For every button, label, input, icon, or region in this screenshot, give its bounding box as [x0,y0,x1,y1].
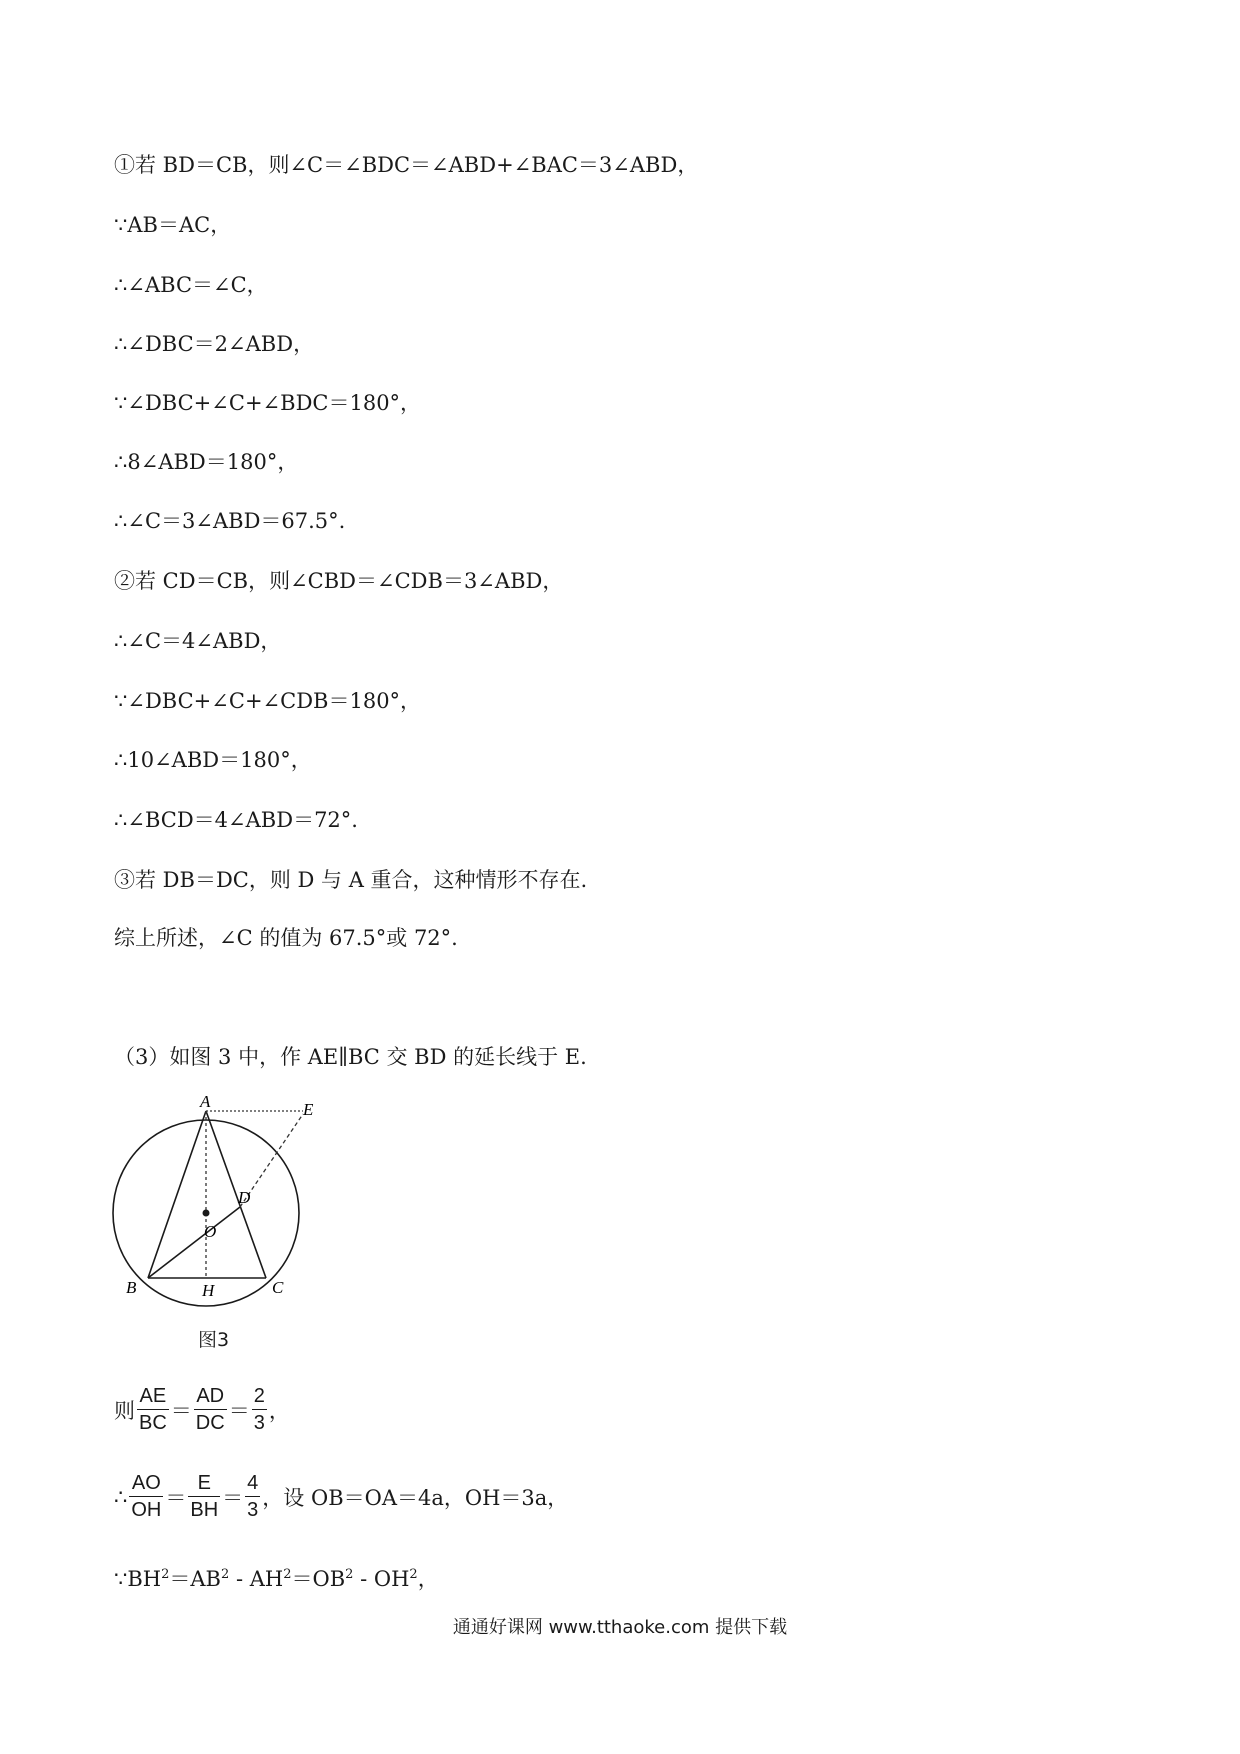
fraction-numerator: 4 [245,1470,260,1497]
fraction-numerator: AE [137,1383,169,1410]
label-o: O [204,1222,217,1241]
center-point-o [203,1210,210,1217]
fraction-numerator: AD [194,1383,227,1410]
eq-suffix: ，设 OB＝OA＝4a，OH＝3a， [262,1485,569,1510]
text-line: ∵∠DBC+∠C+∠CDB＝180°， [114,689,422,713]
text-line: ∴∠BCD＝4∠ABD＝72°. [114,808,358,832]
page-footer: 通通好课网 www.tthaoke.com 提供下载 [452,1617,788,1638]
eq-exponent: 2 [221,1567,230,1582]
eq-prefix: ∴ [114,1484,128,1509]
text-line: ②若 CD＝CB，则∠CBD＝∠CDB＝3∠ABD， [114,569,564,593]
fraction-numerator: 2 [252,1383,267,1410]
fraction [194,1383,227,1436]
fraction-denominator: DC [195,1412,225,1434]
fraction [137,1383,169,1436]
fraction [245,1470,260,1523]
fraction [188,1470,220,1523]
fraction-denominator: BC [139,1412,167,1434]
text-line: ∵AB＝AC， [114,213,232,237]
segment-bd [148,1207,240,1278]
text-line: ①若 BD＝CB，则∠C＝∠BDC＝∠ABD+∠BAC＝3∠ABD， [114,153,699,177]
fraction-denominator: OH [131,1499,162,1521]
equation-ratio-1: 则 $\frac{AE}{BC}$ ＝ $\frac{AD}{DC}$ ＝ $\frac{2}{3}$ ， [114,1385,290,1434]
figure-caption: 图3 [198,1329,230,1351]
geometry-figure [108,1092,314,1315]
eq-term: - AH [229,1567,284,1591]
label-a: A [200,1092,211,1111]
label-c: C [272,1278,284,1297]
text-line: ∵∠DBC+∠C+∠BDC＝180°， [114,391,422,415]
label-b: B [126,1278,137,1297]
fraction-denominator: 3 [253,1412,265,1434]
fraction [252,1383,267,1436]
equation-pythagoras [114,1560,439,1594]
eq-term: ， [417,1567,439,1591]
eq-exponent: 2 [161,1567,170,1582]
text-line: 综上所述，∠C 的值为 67.5°或 72°. [114,926,458,950]
fraction-numerator: E [188,1470,220,1497]
fraction-denominator: BH [190,1499,219,1521]
equation-ratio-2: ∴ $\frac{AO}{OH}$ ＝ $\frac{E}{BH}$ ＝ $\frac{4}{3}$ ，设 OB＝OA＝4a，OH＝3a， [114,1472,569,1521]
eq-prefix: 则 [114,1398,135,1423]
eq-exponent: 2 [409,1567,418,1582]
text-line: ∴10∠ABD＝180°， [114,748,312,772]
text-line: ∴∠C＝4∠ABD， [114,629,282,653]
eq-exponent: 2 [345,1567,354,1582]
text-line: ③若 DB＝DC，则 D 与 A 重合，这种情形不存在. [114,868,588,892]
eq-term: - OH [353,1567,410,1591]
fraction-numerator: AO [129,1470,163,1497]
eq-term: ＝OB [291,1567,346,1591]
fraction-denominator: 3 [247,1499,259,1521]
fraction [129,1470,163,1523]
eq-term: ＝AB [169,1567,221,1591]
text-line: ∴∠ABC＝∠C， [114,273,268,297]
text-line: ∴8∠ABD＝180°， [114,450,299,474]
label-d: D [238,1188,251,1207]
text-line: ∴∠C＝3∠ABD＝67.5°. [114,509,346,533]
text-line: ∴∠DBC＝2∠ABD， [114,332,315,356]
eq-exponent: 2 [283,1567,292,1582]
eq-term: ∵BH [114,1567,162,1591]
text-line: （3）如图 3 中，作 AE∥BC 交 BD 的延长线于 E. [114,1045,587,1069]
eq-suffix: ， [268,1398,290,1423]
segment-ab [148,1111,206,1278]
label-e: E [303,1100,314,1119]
label-h: H [202,1281,215,1300]
